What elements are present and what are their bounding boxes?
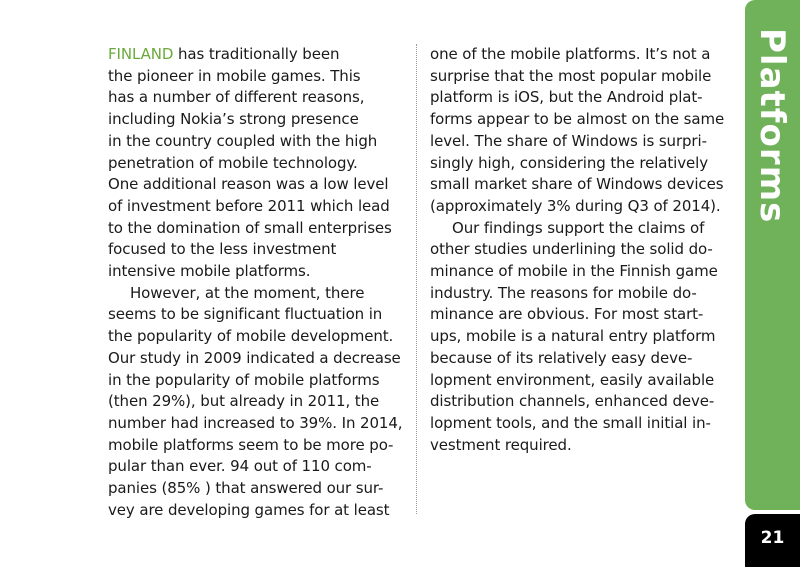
text-line: to the domination of small enterprises <box>108 218 392 237</box>
text-line: seems to be significant fluctuation in <box>108 305 383 324</box>
text-line: mobile platforms seem to be more po- <box>108 435 394 454</box>
page-number: 21 <box>760 528 785 548</box>
text-line: in the country coupled with the high <box>108 131 378 150</box>
text-line: including Nokia’s strong presence <box>108 110 359 129</box>
text-line: small market share of Windows devices <box>430 175 724 194</box>
section-tab-label: Platforms <box>752 28 792 224</box>
text-line: the popularity of mobile development. <box>108 327 394 346</box>
text-line: However, at the moment, there <box>130 283 365 302</box>
right-text-column <box>430 44 730 456</box>
text-line: level. The share of Windows is surpri- <box>430 131 707 150</box>
text-line: has a number of different reasons, <box>108 88 365 107</box>
text-line: one of the mobile platforms. It’s not a <box>430 45 711 63</box>
text-line: has traditionally been <box>173 45 340 63</box>
lead-word: FINLAND <box>108 45 174 63</box>
text-line: pular than ever. 94 out of 110 com- <box>108 457 372 476</box>
column-divider <box>416 44 417 514</box>
text-line: lopment environment, easily available <box>430 370 715 389</box>
text-line: in the popularity of mobile platforms <box>108 370 380 389</box>
text-line: minance of mobile in the Finnish game <box>430 262 718 281</box>
text-line: number had increased to 39%. In 2014, <box>108 413 403 432</box>
text-line: surprise that the most popular mobile <box>430 66 712 85</box>
paragraph-platforms <box>430 44 730 218</box>
text-line: penetration of mobile technology. <box>108 153 358 172</box>
text-line: vestment required. <box>430 435 572 454</box>
text-line: industry. The reasons for mobile do- <box>430 283 697 302</box>
paragraph-findings <box>430 218 730 457</box>
text-line: singly high, considering the relatively <box>430 153 708 172</box>
text-line: other studies underlining the solid do- <box>430 240 713 259</box>
text-line: intensive mobile platforms. <box>108 262 311 281</box>
paragraph-finland-intro <box>108 44 408 283</box>
text-line: focused to the less investment <box>108 240 337 259</box>
text-line: ups, mobile is a natural entry platform <box>430 327 716 346</box>
page-number-box <box>745 514 800 567</box>
text-line: One additional reason was a low level <box>108 175 389 194</box>
left-text-column <box>108 44 408 521</box>
text-line: Our findings support the claims of <box>452 218 705 237</box>
text-line: Our study in 2009 indicated a decrease <box>108 348 401 367</box>
text-line: lopment tools, and the small initial in- <box>430 413 711 432</box>
paragraph-fluctuation <box>108 283 408 522</box>
section-side-tab <box>745 0 800 510</box>
text-line: the pioneer in mobile games. This <box>108 66 361 85</box>
text-line: (then 29%), but already in 2011, the <box>108 392 380 411</box>
text-line: panies (85% ) that answered our sur- <box>108 479 384 498</box>
text-line: (approximately 3% during Q3 of 2014). <box>430 196 721 215</box>
text-line: minance are obvious. For most start- <box>430 305 704 324</box>
text-line: because of its relatively easy deve- <box>430 348 693 367</box>
text-line: distribution channels, enhanced deve- <box>430 392 715 411</box>
text-line: of investment before 2011 which lead <box>108 196 390 215</box>
text-line: platform is iOS, but the Android plat- <box>430 88 703 107</box>
text-line: forms appear to be almost on the same <box>430 110 725 129</box>
text-line: vey are developing games for at least <box>108 500 390 519</box>
